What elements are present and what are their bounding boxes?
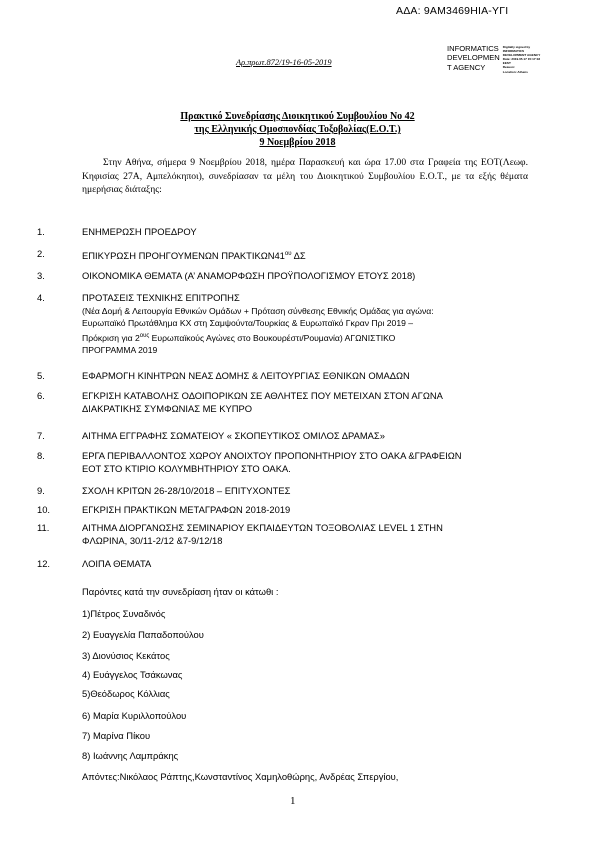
present-member: 8) Ιωάννης Λαμπράκης bbox=[82, 750, 179, 761]
present-member: 3) Διονύσιος Κεκάτος bbox=[82, 650, 170, 661]
intro-paragraph: Στην Αθήνα, σήμερα 9 Νοεμβρίου 2018, ημέρα Παρασκευή και ώρα 17.00 στα Γραφεία της ΕΟΤ(Λεωφ. Κηφισίας 27Α, Αμπελόκηποι), συνεδρίασαν τα μέλη του Διοικητικού Συμβουλίου Ε.Ο.Τ., με τα εξής θέματα ημερήσιας διάταξης: bbox=[82, 157, 528, 195]
absent-members: Απόντες:Νικόλαος Ράπτης,Κωνσταντίνος Χαμηλοθώρης, Ανδρέας Σπεργίου, bbox=[82, 771, 399, 782]
page-number: 1 bbox=[290, 795, 296, 807]
document-title bbox=[0, 110, 595, 149]
title-line-3: 9 Νοεμβρίου 2018 bbox=[259, 137, 336, 148]
present-member: 6) Μαρία Κυριλλοπούλου bbox=[82, 710, 187, 721]
present-member: 2) Ευαγγελία Παπαδοπούλου bbox=[82, 629, 204, 640]
stamp-main-text: INFORMATICS DEVELOPMEN T AGENCY bbox=[447, 44, 500, 72]
present-member: 5)Θεόδωρος Κόλλιας bbox=[82, 688, 170, 699]
ada-code: ΑΔΑ: 9ΑΜ3469ΗΙΑ-ΥΓΙ bbox=[396, 5, 509, 17]
title-line-1: Πρακτικό Συνεδρίασης Διοικητικού Συμβουλίου Νο 42 bbox=[180, 111, 415, 122]
stamp-small-text: Digitally signed by INFORMATICS DEVELOPMENT AGENCY Date: 2019.05.17 15:17:18 EEST Reason: Location: Athens bbox=[502, 45, 541, 74]
title-line-2: της Ελληνικής Ομοσπονδίας Τοξοβολίας(Ε.Ο.Τ.) bbox=[194, 124, 401, 135]
present-heading: Παρόντες κατά την συνεδρίαση ήταν οι κάτωθι : bbox=[82, 586, 279, 597]
present-member: 7) Μαρίνα Πίκου bbox=[82, 730, 151, 741]
protocol-number: Αρ.πρωτ.872/19-16-05-2019 bbox=[236, 58, 332, 67]
present-member: 4) Ευάγγελος Τσάκωνας bbox=[82, 669, 183, 680]
digital-signature-stamp bbox=[447, 44, 559, 74]
present-member: 1)Πέτρος Συναδινός bbox=[82, 608, 166, 619]
